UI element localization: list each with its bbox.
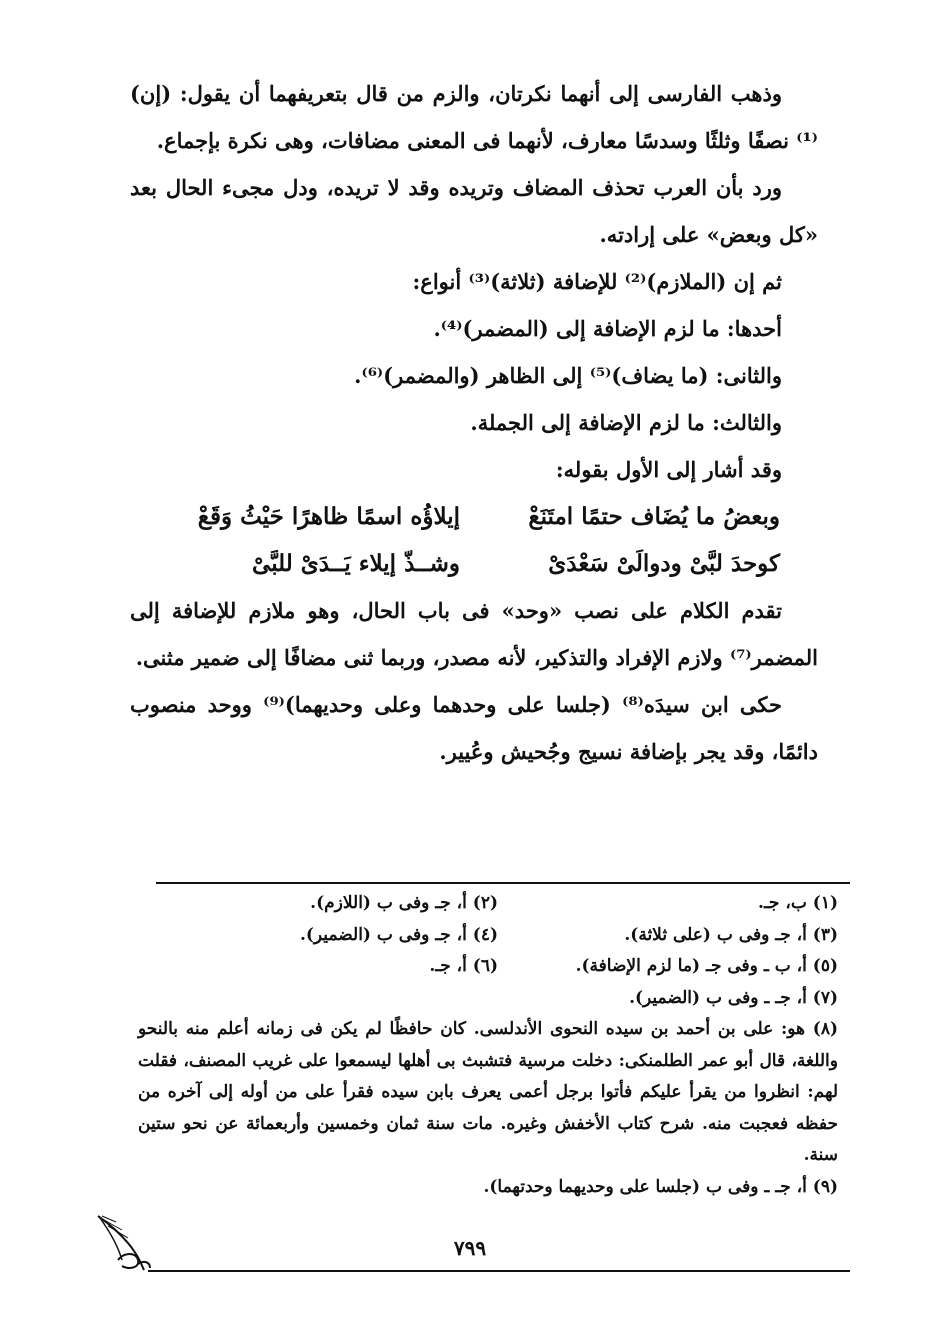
- paragraph-4: تقدم الكلام على نصب «وحد» فى باب الحال، وهو ملازم للإضافة إلى المضمر⁽⁷⁾ ولازم الإفراد والتذكير، لأنه مصدر، وربما ثنى مضافًا إلى ضمير مثنى.: [130, 598, 818, 670]
- list-item-3: والثالث: ما لزم الإضافة إلى الجملة.: [470, 410, 782, 435]
- quill-pen-icon: [92, 1208, 172, 1278]
- main-text: [130, 70, 818, 775]
- footnote-2: (٢) أ، جـ وفى ب (اللازم).: [310, 893, 498, 913]
- bottom-rule: [148, 1270, 850, 1272]
- footnote-4: (٤) أ، جـ وفى ب (الضمير).: [299, 924, 498, 945]
- paragraph-5: حكى ابن سيدَه⁽⁸⁾ (جلسا على وحدهما وعلى وحديهما)⁽⁹⁾ ووحد منصوب دائمًا، وقد يجر بإضافة نسيج وجُحيش وعُيير.: [130, 692, 818, 764]
- page-number: ٧٩٩: [453, 1236, 487, 1260]
- paragraph-2: ورد بأن العرب تحذف المضاف وتريده وقد لا تريده، ودل مجىء الحال بعد «كل وبعض» على إرادته.: [130, 175, 818, 247]
- footnote-1: (١) ب، جـ.: [758, 893, 838, 913]
- paragraph-1: وذهب الفارسى إلى أنهما نكرتان، والزم من قال بتعريفهما أن يقول: (إن)⁽¹⁾ نصفًا وثلثًا وسدسًا معارف، لأنهما فى المعنى مضافات، وهى نكرة بإجماع.: [130, 81, 818, 153]
- list-item-2: والثانى: (ما يضاف)⁽⁵⁾ إلى الظاهر (والمضمر)⁽⁶⁾.: [354, 363, 782, 388]
- verse-hemistich: وبعضُ ما يُضَاف حتمًا امتَنَعْ: [528, 503, 780, 530]
- footnote-8: (٨) هو: على بن أحمد بن سيده النحوى الأندلسى. كان حافظًا لم يكن فى زمانه أعلم منه بالنحو واللغة، قال أبو عمر الطلمنكى: دخلت مرسية فتشبث بى أهلها ليسمعوا على غريب المصنف، فقلت لهم: انظروا من يقرأ عليكم فأتوا برجل أعمى يعرف بابن سيده فقرأ على من أوله إلى آخره من حفظه فعجبت منه. شرح كتاب الأخفش وغيره. مات سنة ثمان وخمسين وأربعمائة عن نحو ستين سنة.: [138, 1019, 838, 1165]
- poem-verse: [160, 493, 780, 587]
- paragraph-3: ثم إن (الملازم)⁽²⁾ للإضافة (ثلاثة)⁽³⁾ أنواع:: [412, 269, 782, 294]
- footnote-5: (٥) أ، ب ـ وفى جـ (ما لزم الإضافة).: [575, 956, 838, 976]
- footnote-7: (٧) أ، جـ ـ وفى ب (الضمير).: [629, 987, 838, 1008]
- footnote-3: (٣) أ، جـ وفى ب (على ثلاثة).: [624, 924, 838, 945]
- verse-intro: وقد أشار إلى الأول بقوله:: [555, 457, 782, 482]
- footnotes: [138, 888, 838, 1203]
- footnote-row: [138, 920, 838, 952]
- footnote-separator: [156, 882, 850, 884]
- verse-hemistich: وشــذّ إيلاء يَــدَىْ للبَّىْ: [252, 550, 460, 577]
- verse-hemistich: إيلاؤُه اسمًا ظاهرًا حَيْثُ وَقَعْ: [197, 503, 460, 530]
- verse-line-2: [160, 540, 780, 587]
- footnote-9: (٩) أ، جـ ـ وفى ب (جلسا على وحديهما وحدتهما).: [483, 1176, 838, 1197]
- list-item-1: أحدها: ما لزم الإضافة إلى (المضمر)⁽⁴⁾.: [433, 316, 782, 341]
- verse-hemistich: كوحدَ لبَّىْ ودوالَىْ سَعْدَىْ: [548, 550, 780, 577]
- footnote-row: [138, 951, 838, 983]
- verse-line-1: [160, 493, 780, 540]
- footnote-row: [138, 888, 838, 920]
- footnote-6: (٦) أ، جـ.: [429, 956, 498, 976]
